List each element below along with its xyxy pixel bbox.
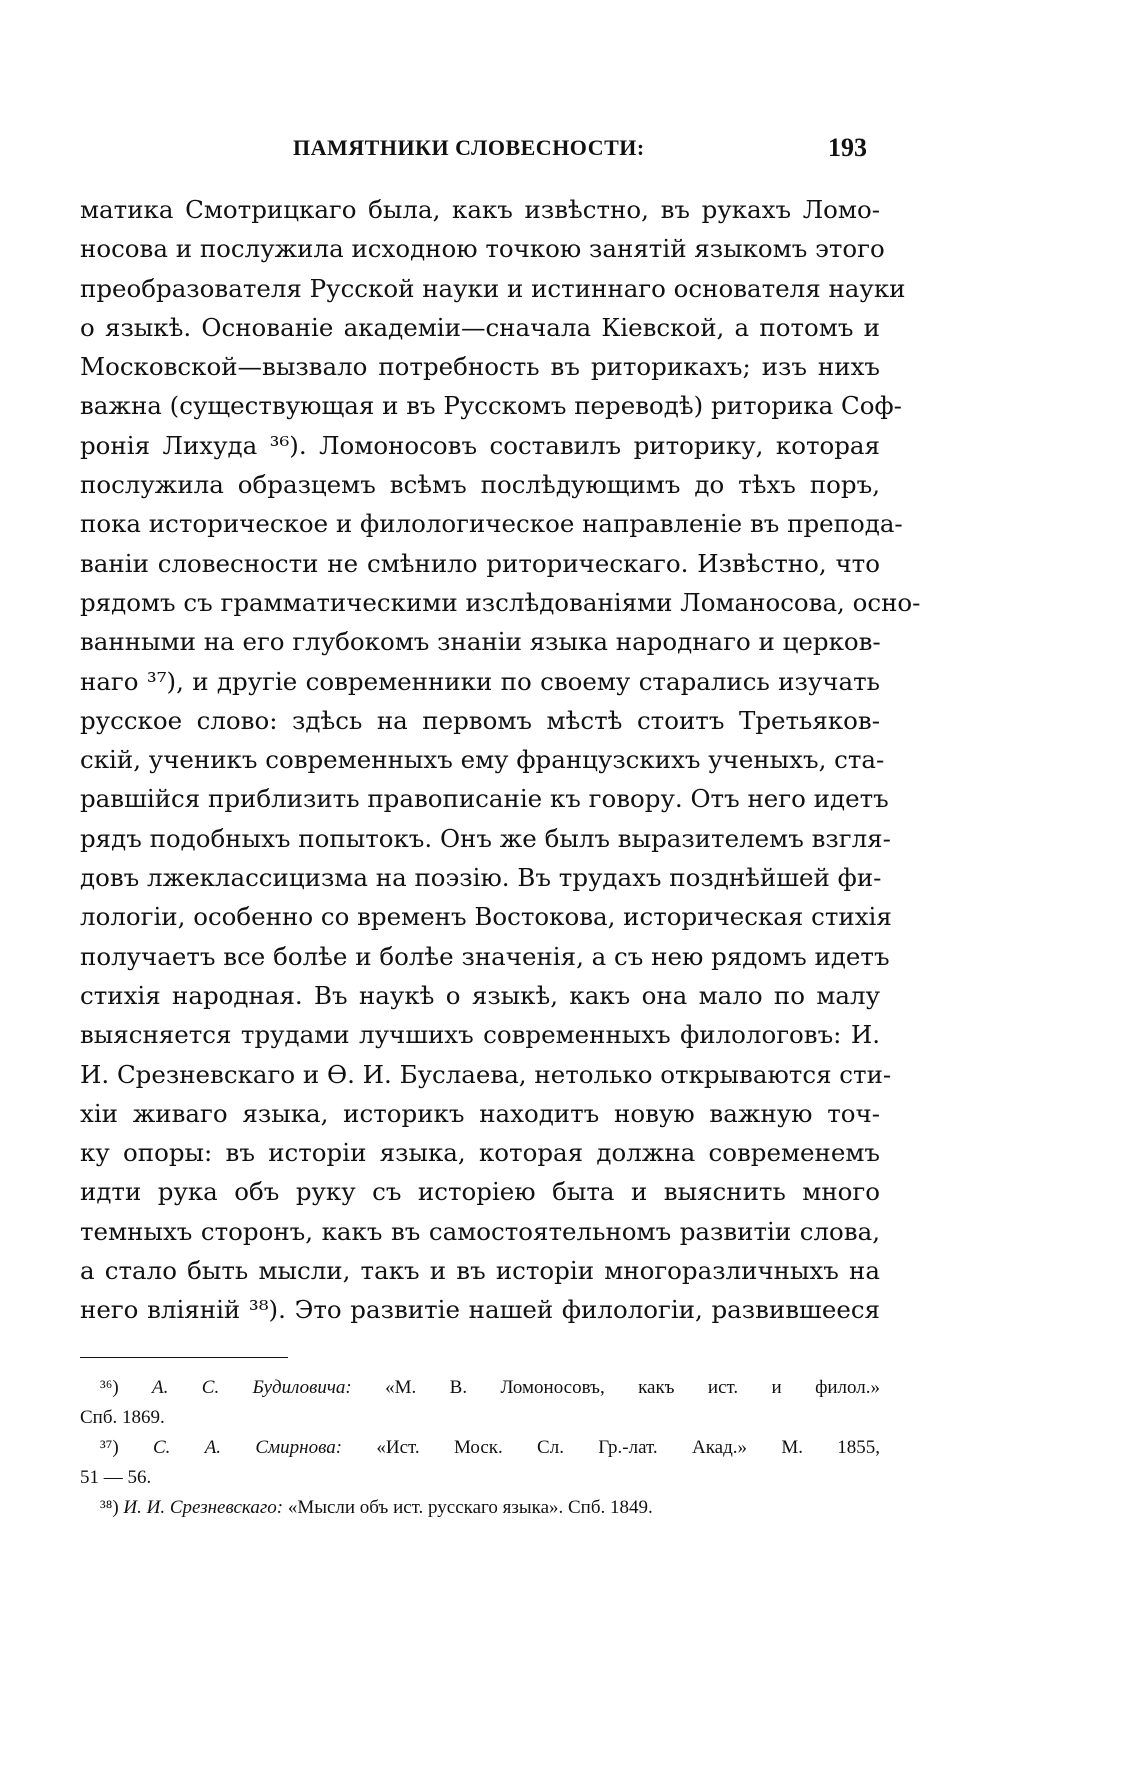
body-line: лологіи, особенно со временъ Востокова, историческая стихія (80, 902, 892, 932)
body-line: пока историческое и филологическое направленіе въ препода- (80, 509, 903, 539)
body-line: важна (существующая и въ Русскомъ переводѣ) риторика Соф- (80, 391, 902, 421)
body-line: матика Смотрицкаго была, какъ извѣстно, въ рукахъ Ломо- (80, 195, 880, 224)
body-text (80, 190, 921, 1330)
footnote-36 (80, 1373, 880, 1403)
page-number: 193 (828, 133, 867, 162)
footnote-37-continuation: 51 — 56. (80, 1467, 152, 1488)
body-line: носова и послужила исходною точкою занятій языкомъ этого (80, 234, 885, 264)
footnote-36-continuation: Спб. 1869. (80, 1407, 165, 1428)
footnotes (80, 1373, 880, 1523)
body-line: выясняется трудами лучшихъ современныхъ филологовъ: И. (80, 1020, 880, 1050)
running-head: ПАМЯТНИКИ СЛОВЕСНОСТИ: (293, 135, 645, 160)
footnote-text: «М. В. Ломоносовъ, какъ ист. и филол.» (385, 1377, 881, 1398)
footnote-mark: ³⁸) (100, 1497, 119, 1518)
body-line: преобразователя Русской науки и истиннаго основателя науки (80, 273, 906, 303)
body-line: равшійся приблизить правописаніе къ говору. Отъ него идетъ (80, 784, 889, 814)
body-line: темныхъ сторонъ, какъ въ самостоятельномъ развитіи слова, (80, 1216, 880, 1246)
body-line: ронія Лихуда ³⁶). Ломоносовъ составилъ риторику, которая (80, 430, 880, 460)
footnote-divider (80, 1357, 288, 1358)
body-line: довъ лжеклассицизма на поэзію. Въ трудахъ позднѣйшей фи- (80, 863, 882, 893)
footnote-author: С. А. Смирнова: (152, 1437, 343, 1458)
body-line: хіи живаго языка, историкъ находитъ новую важную точ- (80, 1098, 880, 1128)
body-line: наго ³⁷), и другіе современники по своему старались изучать (80, 666, 880, 696)
footnote-author: И. И. Срезневскаго: (123, 1497, 284, 1518)
body-line: идти рука объ руку съ исторіею быта и выяснить много (80, 1177, 880, 1207)
footnote-38 (80, 1493, 880, 1523)
body-line: него вліяній ³⁸). Это развитіе нашей филологіи, развившееся (80, 1295, 880, 1325)
body-line: ку опоры: въ исторіи языка, которая должна современемъ (80, 1138, 880, 1168)
body-line: послужила образцемъ всѣмъ послѣдующимъ до тѣхъ поръ, (80, 470, 880, 500)
footnote-text: «Мысли объ ист. русскаго языка». Спб. 1849. (287, 1497, 653, 1518)
footnote-mark: ³⁶) (100, 1377, 119, 1398)
body-line: а стало быть мысли, такъ и въ исторіи многоразличныхъ на (80, 1256, 880, 1286)
body-line: ваніи словесности не смѣнило риторическаго. Извѣстно, что (80, 548, 880, 578)
body-line: Московской—вызвало потребность въ риторикахъ; изъ нихъ (80, 352, 880, 382)
body-line: И. Срезневскаго и Ѳ. И. Буслаева, нетолько открываются сти- (80, 1059, 892, 1089)
footnote-text: «Ист. Моск. Сл. Гр.-лат. Акад.» М. 1855, (376, 1437, 881, 1458)
body-line: ванными на его глубокомъ знаніи языка народнаго и церков- (80, 627, 881, 657)
body-line: рядъ подобныхъ попытокъ. Онъ же былъ выразителемъ взгля- (80, 823, 891, 853)
footnote-mark: ³⁷) (100, 1437, 119, 1458)
body-line: скій, ученикъ современныхъ ему французскихъ ученыхъ, ста- (80, 745, 885, 775)
footnote-37 (80, 1433, 880, 1463)
body-line: русское слово: здѣсь на первомъ мѣстѣ стоитъ Третьяков- (80, 705, 880, 735)
body-line: стихія народная. Въ наукѣ о языкѣ, какъ она мало по малу (80, 980, 880, 1010)
footnote-author: А. С. Будиловича: (152, 1377, 352, 1398)
body-line: рядомъ съ грамматическими изслѣдованіями Ломаносова, осно- (80, 587, 921, 617)
body-line: получаетъ все болѣе и болѣе значенія, а съ нею рядомъ идетъ (80, 941, 890, 971)
body-line: о языкѣ. Основаніе академіи—сначала Кіевской, а потомъ и (80, 312, 880, 342)
